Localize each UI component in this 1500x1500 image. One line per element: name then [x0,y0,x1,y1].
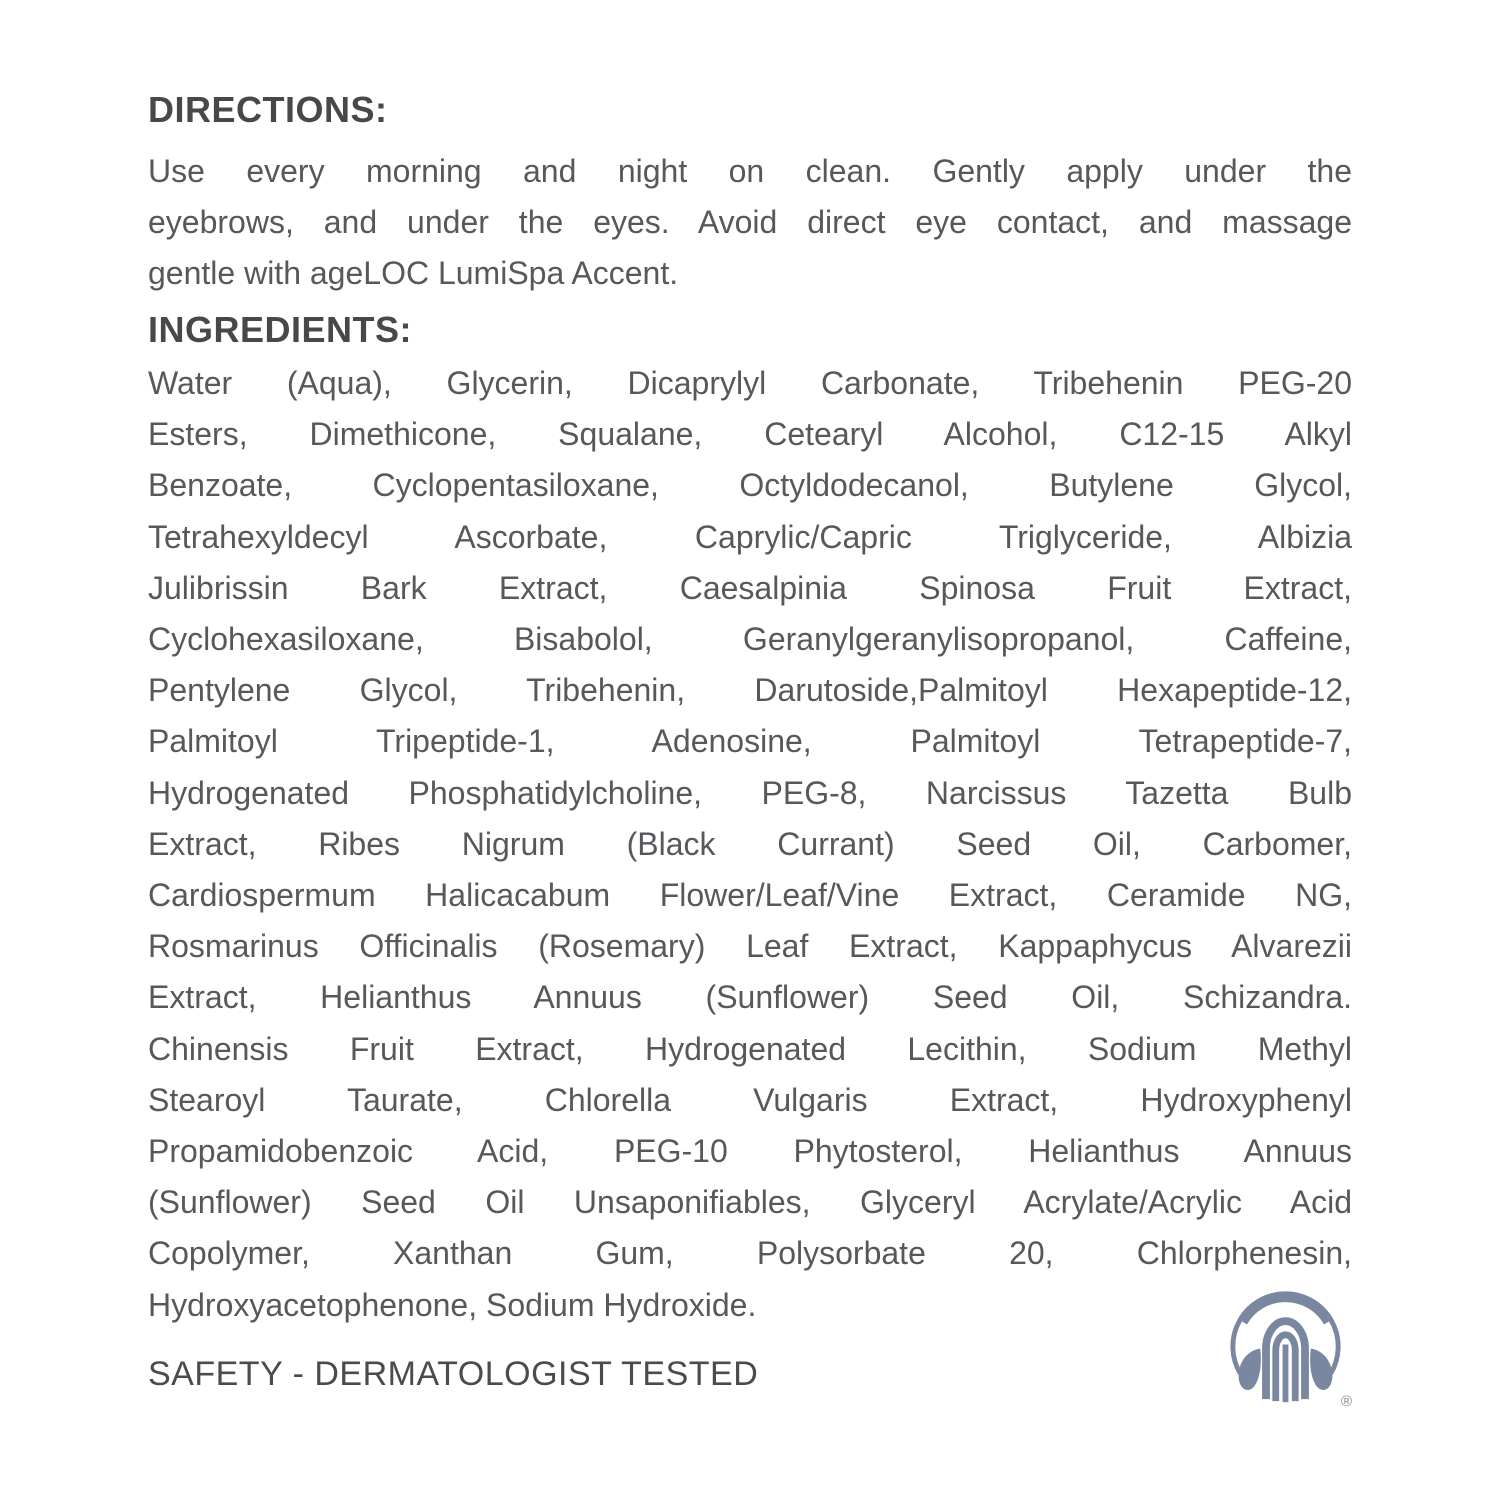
safety-statement: SAFETY - DERMATOLOGIST TESTED [148,1355,759,1393]
text-line: Cyclohexasiloxane, Bisabolol, Geranylgeranylisopropanol, Caffeine, [148,621,1352,658]
ingredients-heading: INGREDIENTS: [148,309,413,350]
text-line: Extract, Ribes Nigrum (Black Currant) Seed Oil, Carbomer, [148,825,1352,862]
text-line: (Sunflower) Seed Oil Unsaponifiables, Glyceryl Acrylate/Acrylic Acid [148,1184,1352,1221]
text-line: Copolymer, Xanthan Gum, Polysorbate 20, Chlorphenesin, [148,1235,1352,1272]
text-line: Hydrogenated Phosphatidylcholine, PEG-8, Narcissus Tazetta Bulb [148,774,1352,811]
registered-trademark-symbol: ® [1340,1393,1352,1410]
text-line: Propamidobenzoic Acid, PEG-10 Phytosterol, Helianthus Annuus [148,1133,1352,1170]
text-line: Water (Aqua), Glycerin, Dicaprylyl Carbonate, Tribehenin PEG-20 [148,365,1352,401]
fountain-logo-graphic [1227,1288,1344,1405]
text-line: Hydroxyacetophenone, Sodium Hydroxide. [148,1286,757,1323]
text-line: eyebrows, and under the eyes. Avoid direct eye contact, and massage [148,204,1352,241]
text-line: Extract, Helianthus Annuus (Sunflower) Seed Oil, Schizandra. [148,979,1352,1016]
text-line: Julibrissin Bark Extract, Caesalpinia Spinosa Fruit Extract, [148,569,1352,606]
text-line: Palmitoyl Tripeptide-1, Adenosine, Palmitoyl Tetrapeptide-7, [148,723,1352,760]
text-line: Chinensis Fruit Extract, Hydrogenated Lecithin, Sodium Methyl [148,1030,1352,1067]
text-line: Esters, Dimethicone, Squalane, Cetearyl Alcohol, C12-15 Alkyl [148,416,1352,453]
text-line: Benzoate, Cyclopentasiloxane, Octyldodecanol, Butylene Glycol, [148,467,1352,504]
nu-skin-fountain-logo [1227,1288,1352,1410]
text-line: Rosmarinus Officinalis (Rosemary) Leaf Extract, Kappaphycus Alvarezii [148,928,1352,965]
text-line: Pentylene Glycol, Tribehenin, Darutoside,Palmitoyl Hexapeptide-12, [148,672,1352,709]
directions-heading: DIRECTIONS: [148,89,388,130]
text-line: Use every morning and night on clean. Gently apply under the [148,153,1352,189]
directions-text [148,146,1352,300]
text-line: Stearoyl Taurate, Chlorella Vulgaris Extract, Hydroxyphenyl [148,1081,1352,1118]
text-line: Tetrahexyldecyl Ascorbate, Caprylic/Capric Triglyceride, Albizia [148,518,1352,555]
ingredients-text [148,358,1352,1331]
text-line: gentle with ageLOC LumiSpa Accent. [148,255,679,292]
text-line: Cardiospermum Halicacabum Flower/Leaf/Vine Extract, Ceramide NG, [148,877,1352,914]
